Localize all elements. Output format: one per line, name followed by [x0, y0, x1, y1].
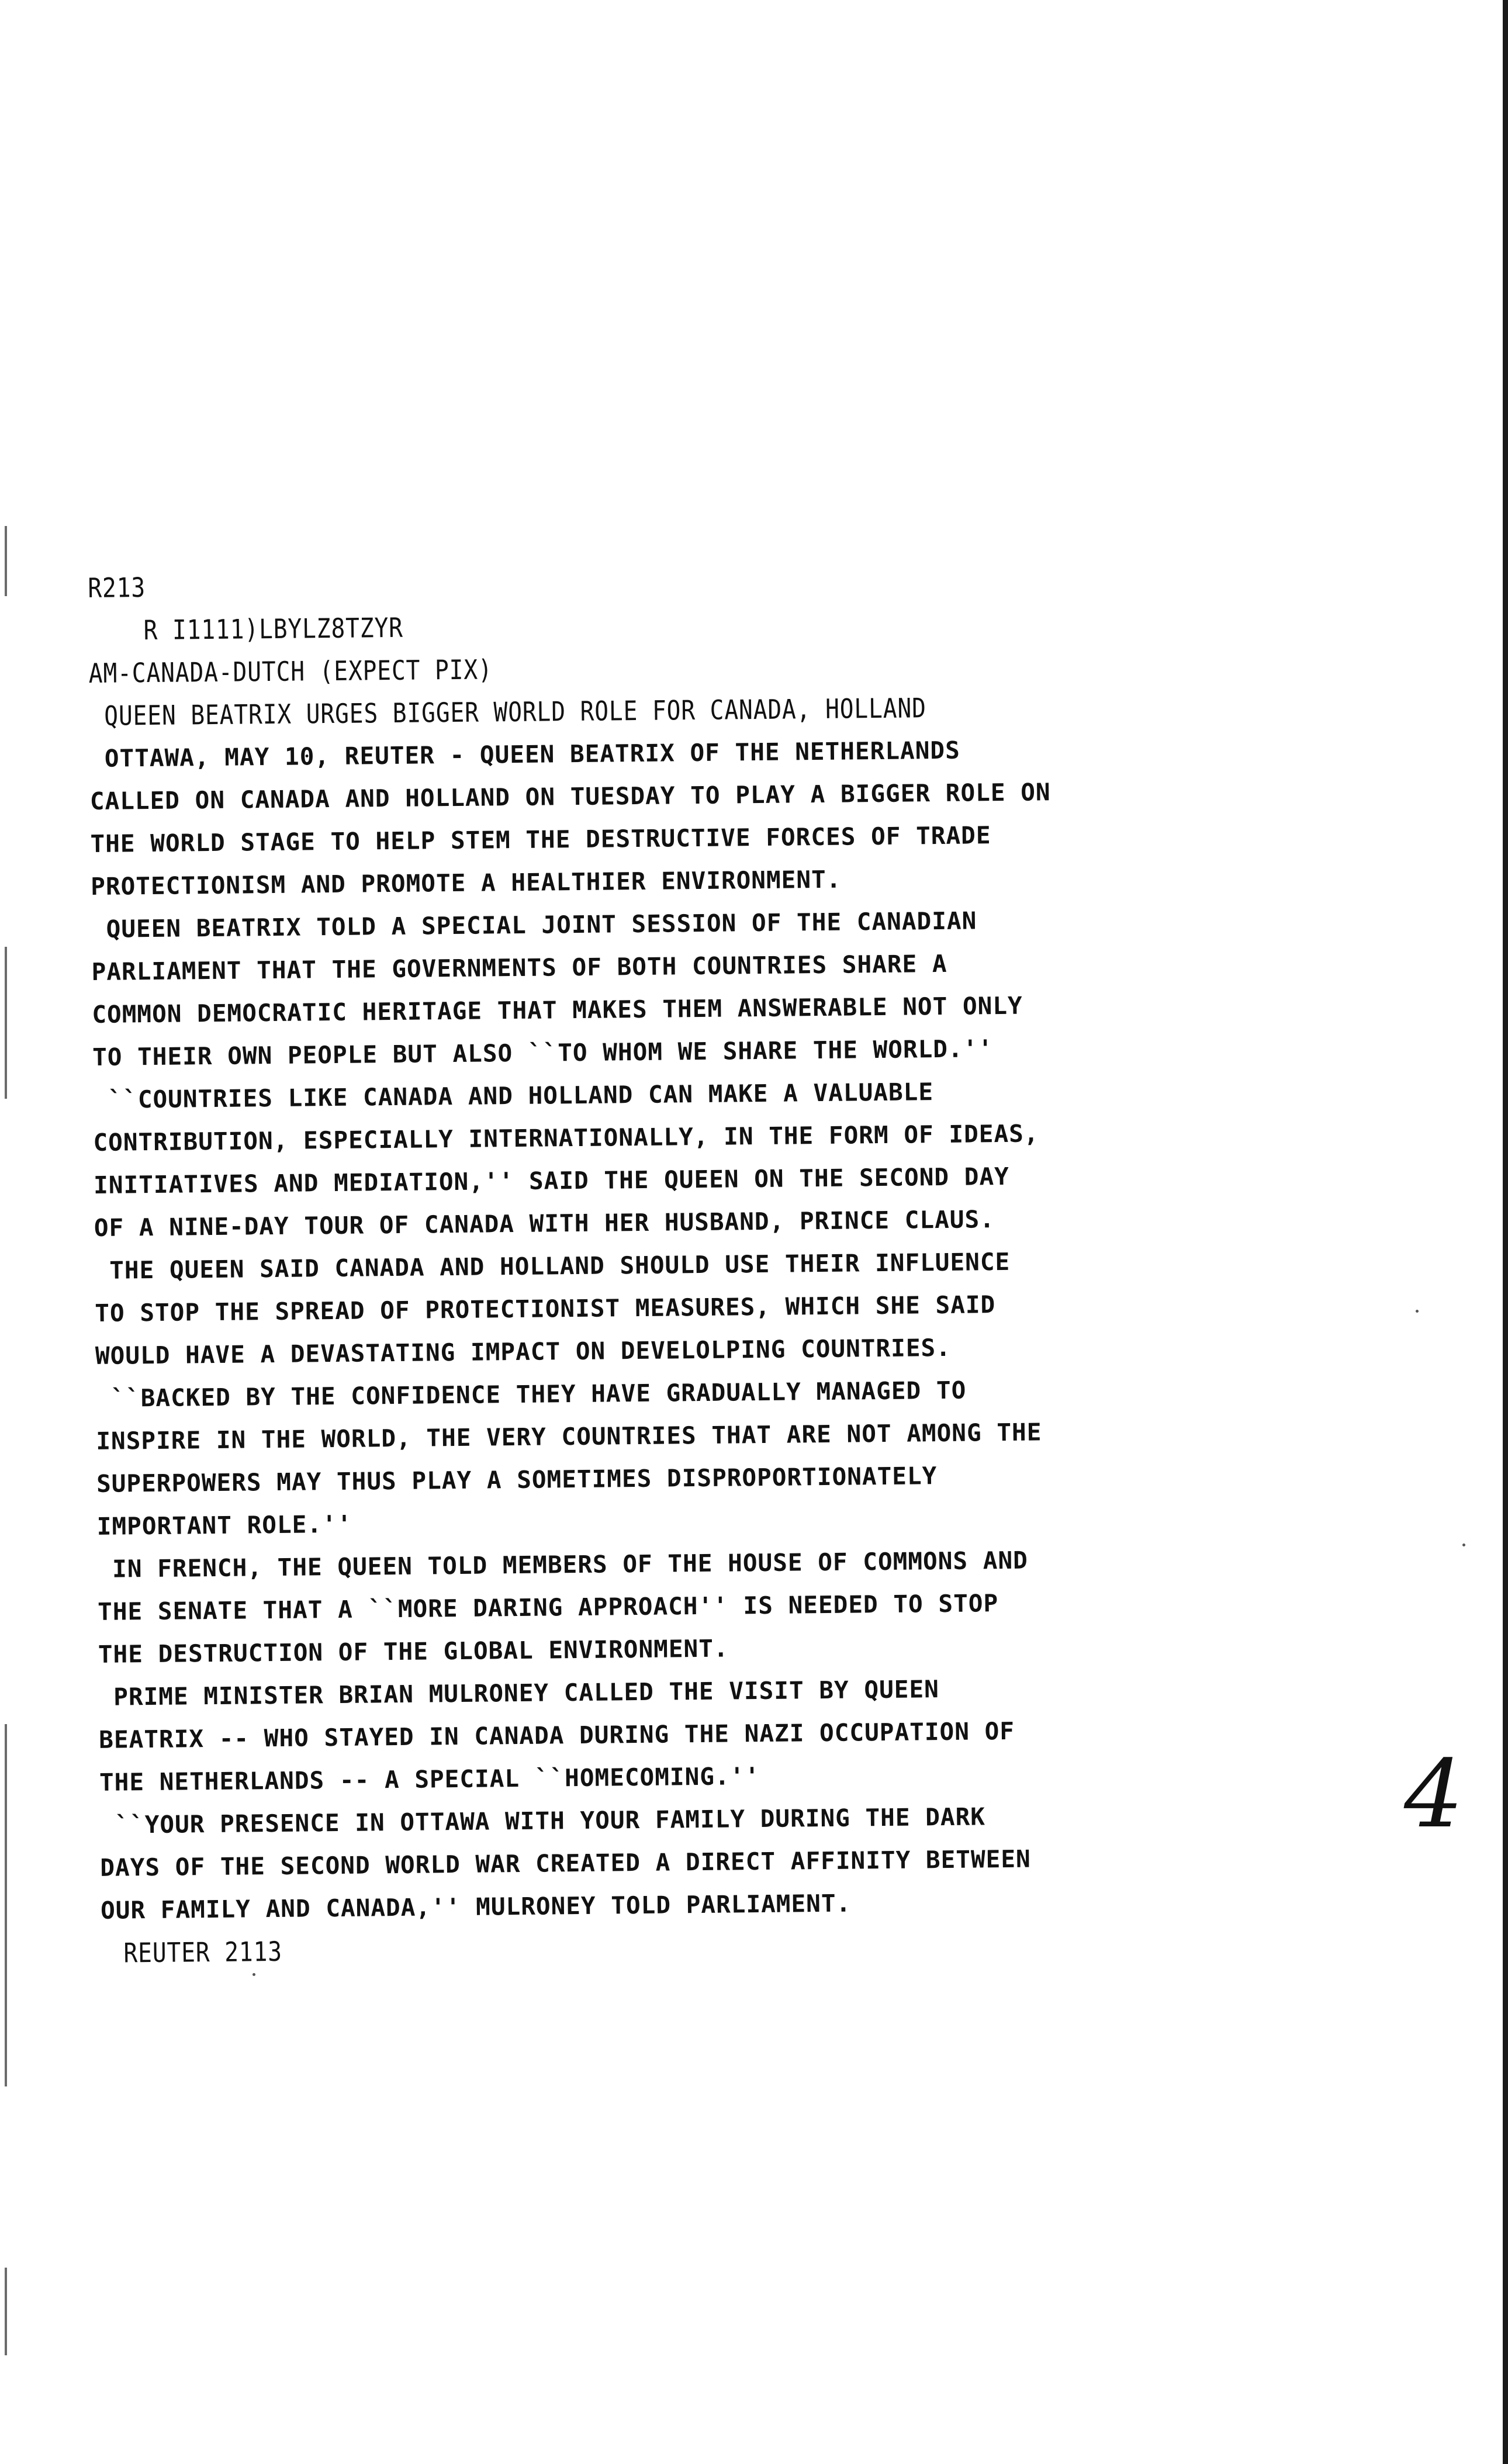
scan-margin-mark: [5, 1724, 7, 2086]
scan-speck: [253, 1973, 255, 1976]
body-line: THE SENATE THAT A ``MORE DARING APPROACH'' IS NEEDED TO STOP: [97, 1589, 999, 1626]
body-line: SUPERPOWERS MAY THUS PLAY A SOMETIMES DISPROPORTIONATELY: [96, 1462, 938, 1498]
body-line: PARLIAMENT THAT THE GOVERNMENTS OF BOTH COUNTRIES SHARE A: [91, 949, 947, 986]
body-line: INITIATIVES AND MEDIATION,'' SAID THE QUEEN ON THE SECOND DAY: [93, 1162, 1010, 1199]
signoff: REUTER 2113: [123, 1935, 283, 1969]
scan-speck: [1416, 1310, 1419, 1313]
body-line: IN FRENCH, THE QUEEN TOLD MEMBERS OF THE HOUSE OF COMMONS AND: [97, 1546, 1029, 1583]
body-line: IMPORTANT ROLE.'': [96, 1510, 352, 1541]
body-line: TO STOP THE SPREAD OF PROTECTIONIST MEASURES, WHICH SHE SAID: [95, 1290, 996, 1327]
scan-page-edge: [1503, 0, 1508, 2464]
body-line: TO THEIR OWN PEOPLE BUT ALSO ``TO WHOM WE SHARE THE WORLD.'': [92, 1034, 994, 1071]
scan-margin-mark: [5, 526, 7, 596]
headline: QUEEN BEATRIX URGES BIGGER WORLD ROLE FOR CANADA, HOLLAND: [103, 692, 927, 732]
body-line: ``COUNTRIES LIKE CANADA AND HOLLAND CAN MAKE A VALUABLE: [92, 1078, 934, 1114]
body-line: THE QUEEN SAID CANADA AND HOLLAND SHOULD USE THEIR INFLUENCE: [94, 1247, 1011, 1285]
body-line: CALLED ON CANADA AND HOLLAND ON TUESDAY TO PLAY A BIGGER ROLE ON: [89, 778, 1051, 815]
body-line: THE WORLD STAGE TO HELP STEM THE DESTRUCTIVE FORCES OF TRADE: [90, 821, 991, 858]
telex-wire-story: [88, 556, 1212, 1975]
body-line: BEATRIX -- WHO STAYED IN CANADA DURING THE NAZI OCCUPATION OF: [99, 1717, 1015, 1754]
body-line: OUR FAMILY AND CANADA,'' MULRONEY TOLD PARLIAMENT.: [100, 1889, 852, 1925]
scan-speck: [1462, 1544, 1465, 1546]
category-line: AM-CANADA-DUTCH (EXPECT PIX): [88, 653, 493, 689]
body-line: WOULD HAVE A DEVASTATING IMPACT ON DEVELOLPING COUNTRIES.: [95, 1333, 952, 1370]
scan-margin-mark: [5, 2268, 7, 2355]
body-line: THE NETHERLANDS -- A SPECIAL ``HOMECOMING.'': [99, 1762, 760, 1797]
priority-line: R I1111)LBYLZ8TZYR: [143, 611, 404, 646]
body-line: OTTAWA, MAY 10, REUTER - QUEEN BEATRIX OF THE NETHERLANDS: [89, 736, 960, 773]
handwritten-page-number: 4: [1404, 1739, 1464, 1849]
story-slug: R213: [88, 572, 146, 604]
body-line: PROTECTIONISM AND PROMOTE A HEALTHIER ENVIRONMENT.: [91, 865, 842, 901]
body-line: CONTRIBUTION, ESPECIALLY INTERNATIONALLY, IN THE FORM OF IDEAS,: [93, 1119, 1039, 1157]
body-line: THE DESTRUCTION OF THE GLOBAL ENVIRONMENT.: [98, 1634, 729, 1669]
body-line: OF A NINE-DAY TOUR OF CANADA WITH HER HUSBAND, PRINCE CLAUS.: [94, 1205, 995, 1242]
body-line: ``YOUR PRESENCE IN OTTAWA WITH YOUR FAMILY DURING THE DARK: [99, 1802, 986, 1839]
scan-margin-mark: [5, 947, 7, 1099]
body-line: QUEEN BEATRIX TOLD A SPECIAL JOINT SESSION OF THE CANADIAN: [91, 906, 977, 943]
body-line: DAYS OF THE SECOND WORLD WAR CREATED A DIRECT AFFINITY BETWEEN: [100, 1844, 1031, 1882]
body-line: PRIME MINISTER BRIAN MULRONEY CALLED THE VISIT BY QUEEN: [98, 1675, 940, 1711]
body-line: ``BACKED BY THE CONFIDENCE THEY HAVE GRADUALLY MANAGED TO: [95, 1376, 967, 1413]
body-line: INSPIRE IN THE WORLD, THE VERY COUNTRIES THAT ARE NOT AMONG THE: [96, 1418, 1042, 1455]
body-line: COMMON DEMOCRATIC HERITAGE THAT MAKES THEM ANSWERABLE NOT ONLY: [92, 991, 1023, 1029]
